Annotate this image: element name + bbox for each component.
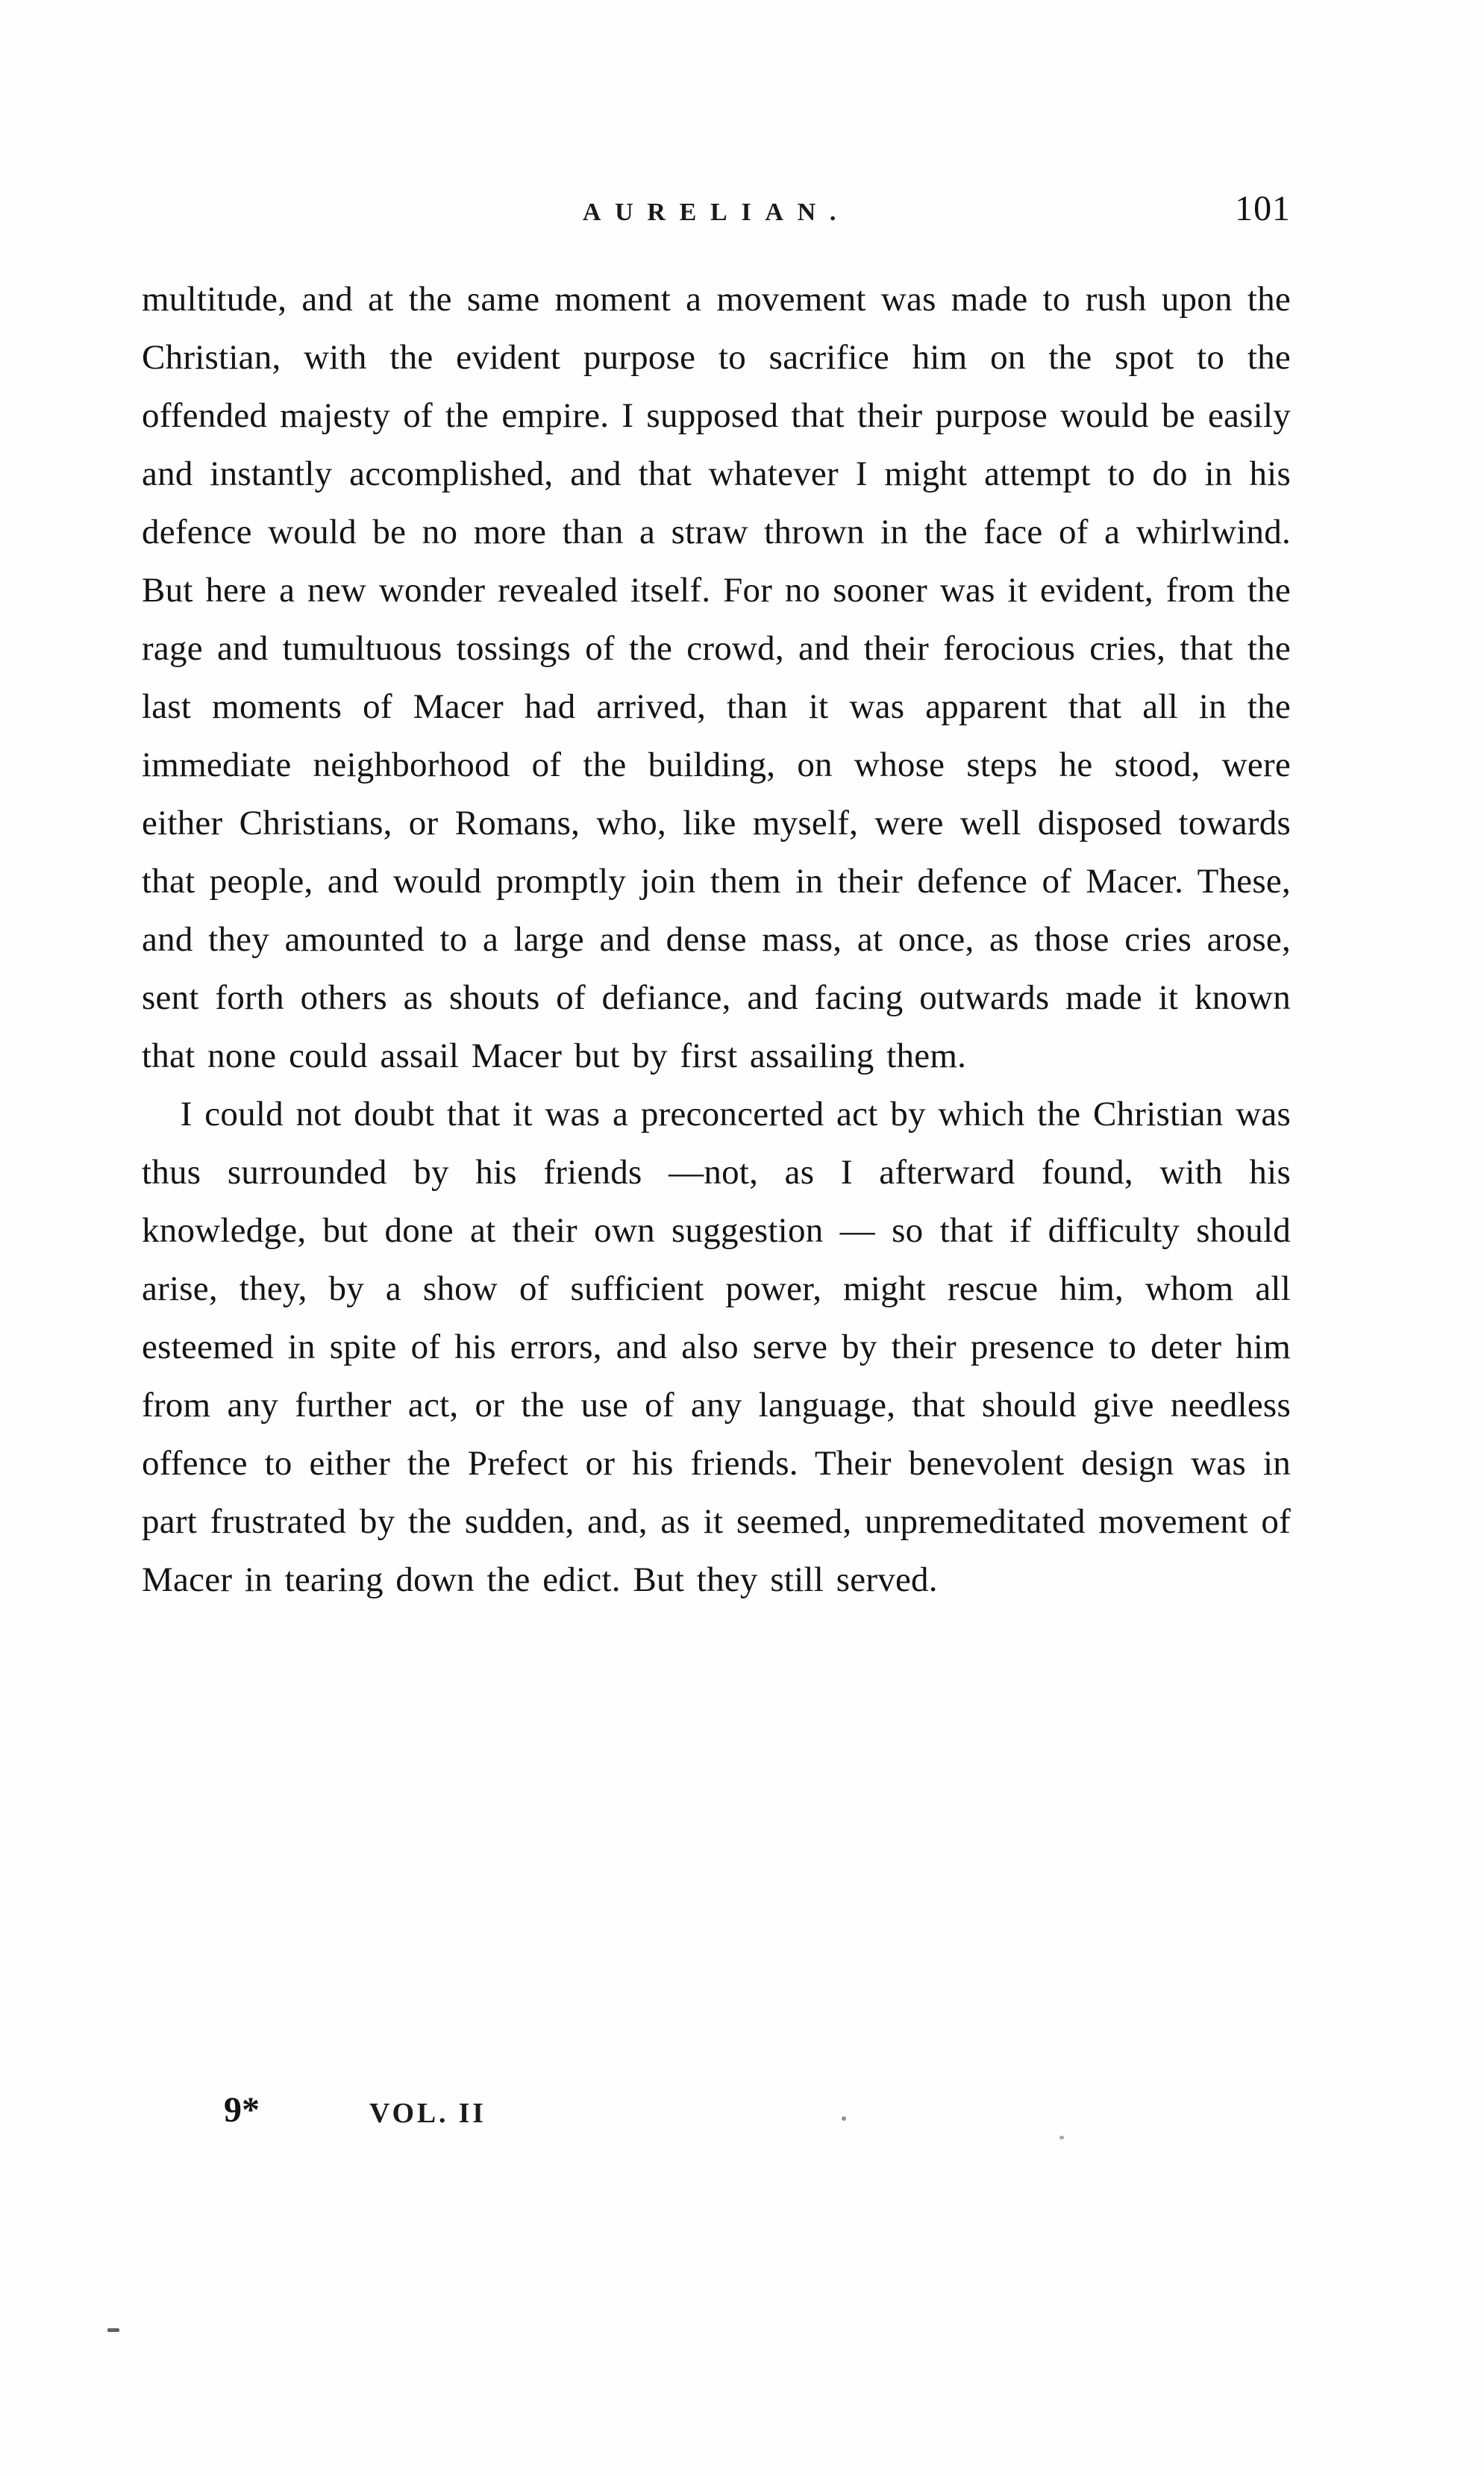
running-head-title: AURELIAN. [582, 198, 851, 226]
signature-mark: 9* [224, 2090, 260, 2130]
body-text [142, 270, 1291, 1609]
paragraph: I could not doubt that it was a preconcerted act by which the Christian was thus surrounded by his friends —not, as I afterward found, with his knowledge, but done at their own suggestion — so that if difficulty should arise, they, by a show of sufficient power, might rescue him, whom all esteemed in spite of his errors, and also serve by their presence to deter him from any further act, or the use of any language, that should give needless offence to either the Prefect or his friends. Their benevolent design was in part frustrated by the sudden, and, as it seemed, unpremeditated movement of Macer in tearing down the edict. But they still served. [142, 1095, 1291, 1599]
page-footer [224, 2089, 1268, 2142]
page-header [142, 188, 1291, 240]
scan-artifact [107, 2328, 119, 2332]
scan-artifact [1059, 2136, 1064, 2139]
page-number: 101 [1235, 189, 1291, 228]
paragraph: multitude, and at the same moment a movement was made to rush upon the Christian, with the evident purpose to sacrifice him on the spot to the offended majesty of the empire. I supposed that their purpose would be easily and instantly accomplished, and that whatever I might attempt to do in his defence would be no more than a straw thrown in the face of a whirlwind. But here a new wonder revealed itself. For no sooner was it evident, from the rage and tumultuous tossings of the crowd, and their ferocious cries, that the last moments of Macer had arrived, than it was apparent that all in the immediate neighborhood of the building, on whose steps he stood, were either Christians, or Romans, who, like myself, were well disposed towards that people, and would promptly join them in their defence of Macer. These, and they amounted to a large and dense mass, at once, as those cries arose, sent forth others as shouts of defiance, and facing outwards made it known that none could assail Macer but by first assailing them. [142, 280, 1291, 1075]
scan-artifact [842, 2116, 846, 2121]
volume-label: VOL. II [369, 2098, 486, 2129]
